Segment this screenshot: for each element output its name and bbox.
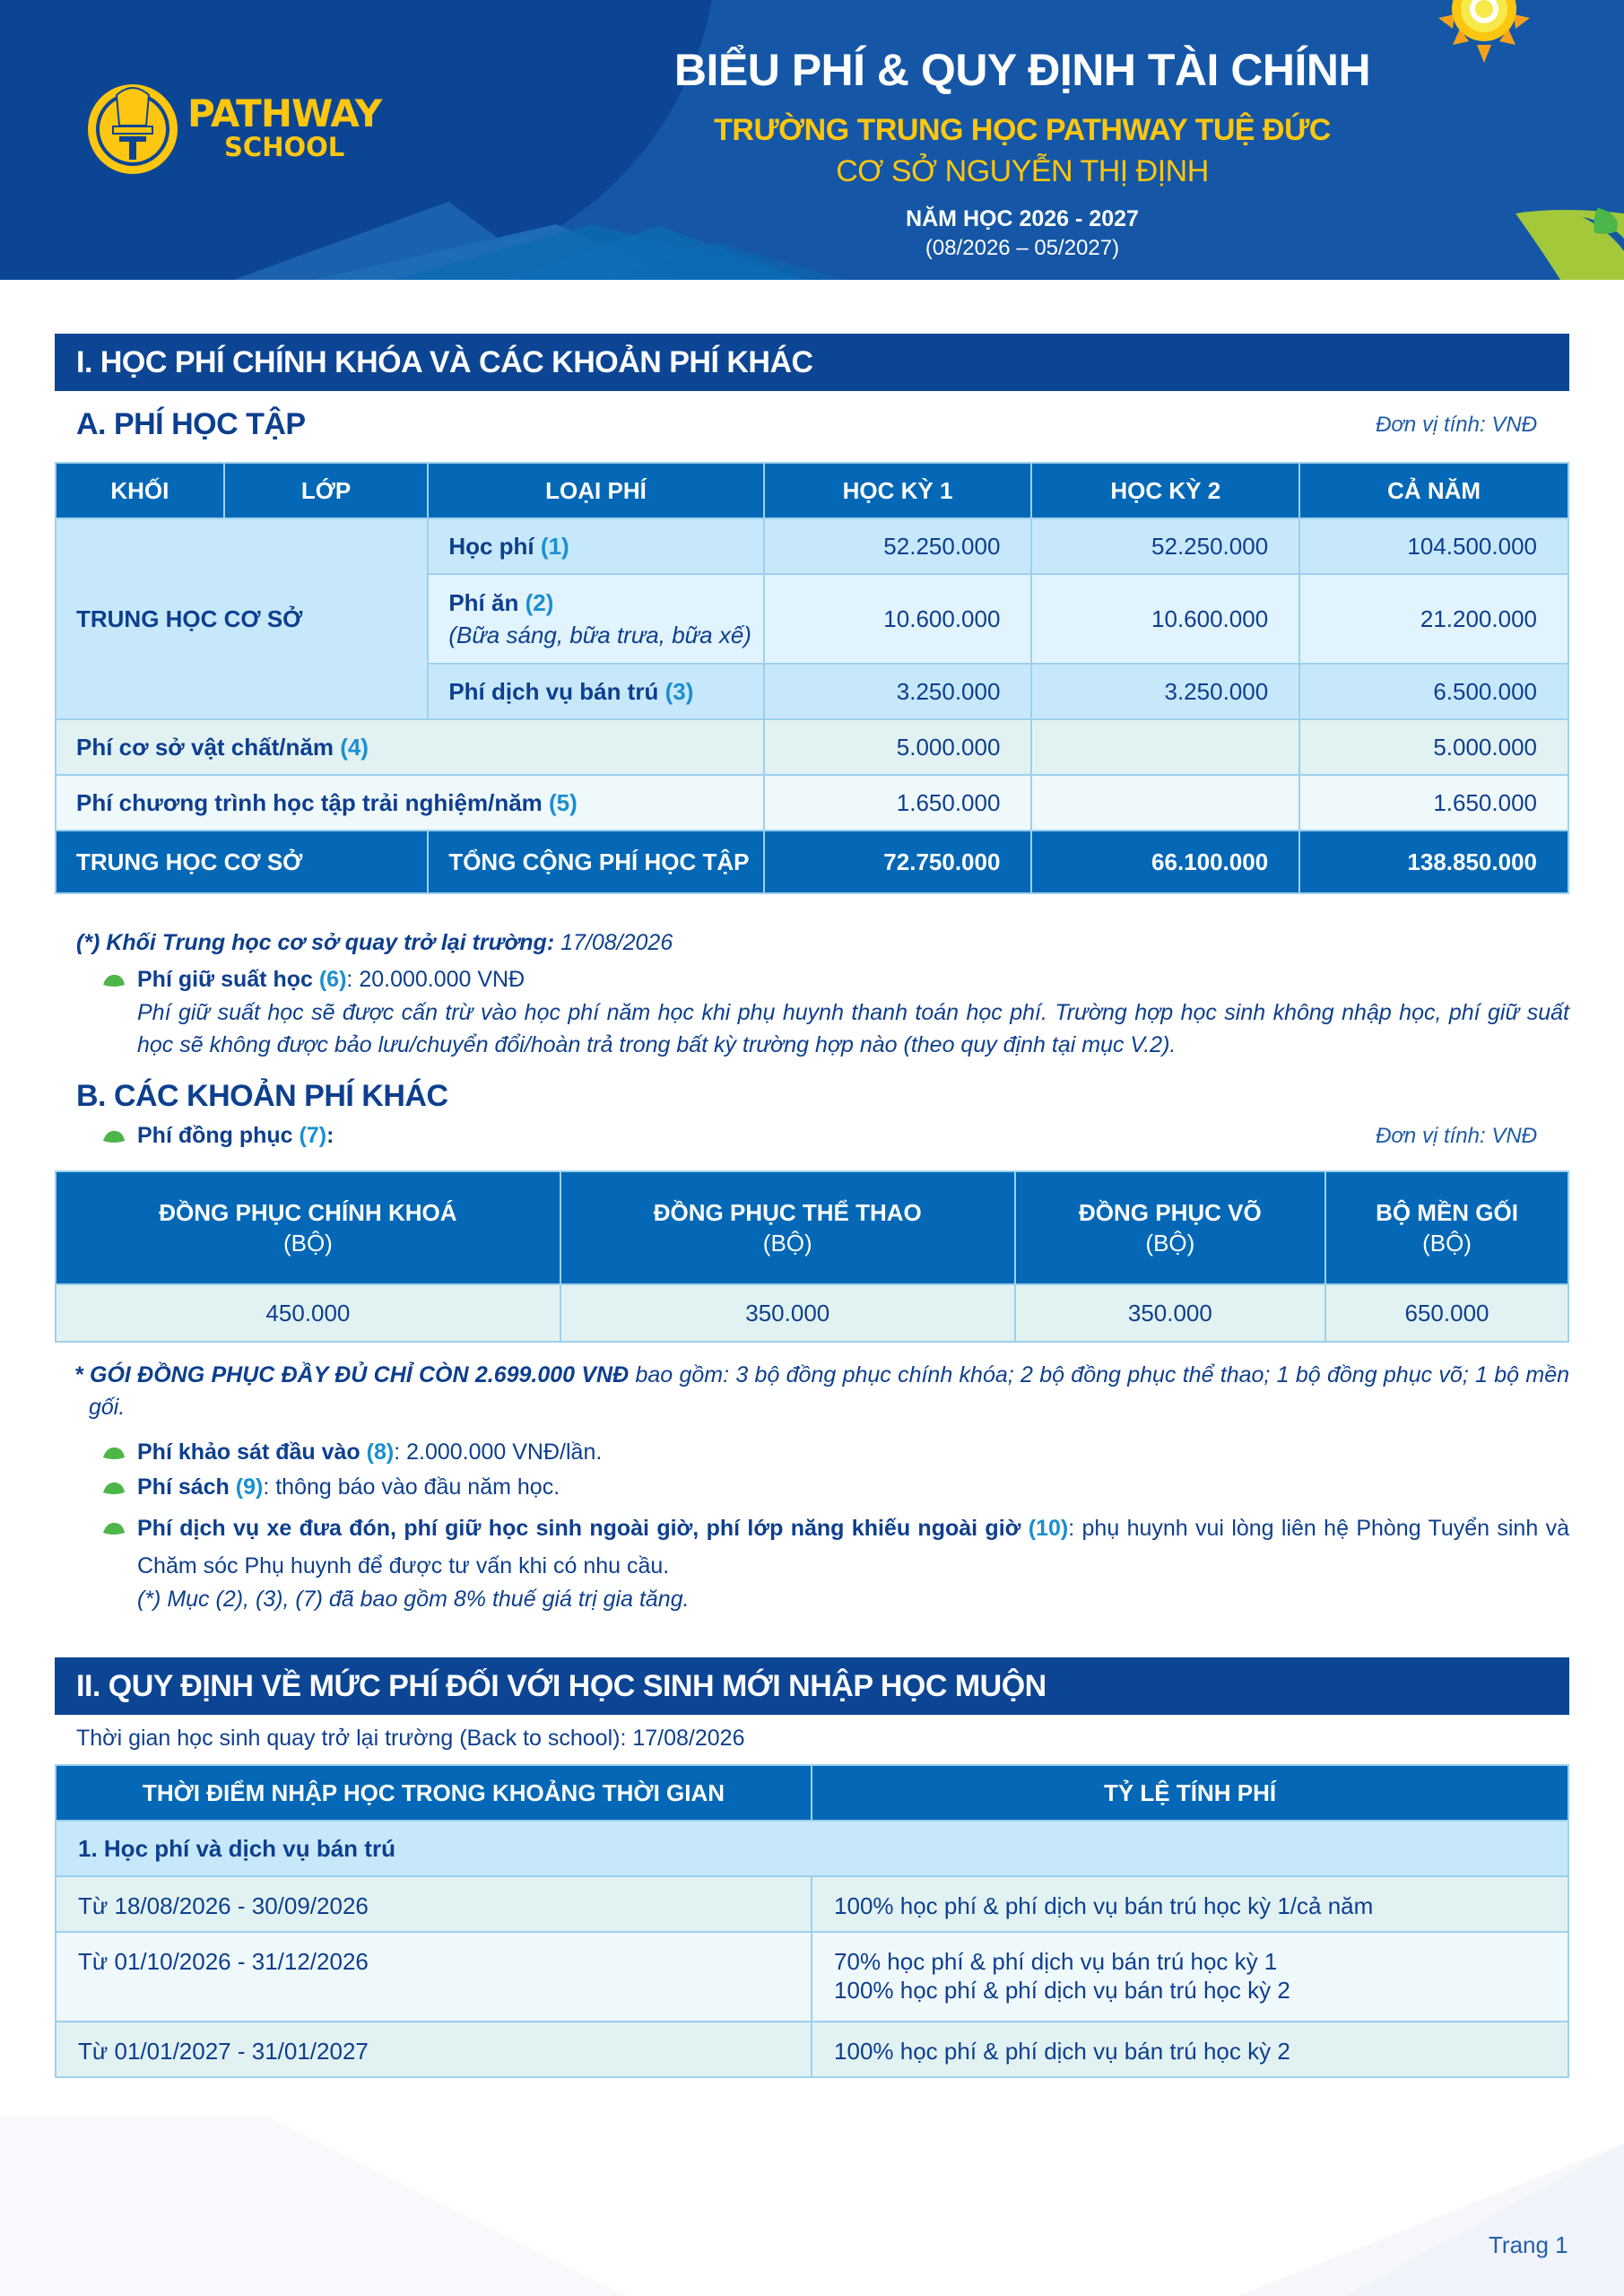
- unit-note: Đơn vị tính: VNĐ: [1376, 1123, 1537, 1148]
- total-row: [56, 831, 1568, 893]
- fee-ref: (2): [525, 589, 554, 616]
- school-name: TRƯỜNG TRUNG HỌC PATHWAY TUỆ ĐỨC: [714, 113, 1331, 147]
- fee-ref: (1): [540, 532, 569, 560]
- fee-name-cell: [428, 664, 763, 719]
- rate-line: 70% học phí & phí dịch vụ bán trú học kỳ 1: [834, 1948, 1278, 1975]
- part-b-heading: B. CÁC KHOẢN PHÍ KHÁC: [76, 1079, 448, 1113]
- fee-ref: (4): [340, 733, 369, 761]
- deposit-fee-item: [55, 967, 1569, 1061]
- uniform-price-row: [56, 1284, 1568, 1342]
- return-note-label: (*) Khối Trung học cơ sở quay trở lại trường:: [76, 930, 555, 955]
- leaf-bullet-icon: [103, 974, 125, 988]
- fee-subtext: (Bữa sáng, bữa trưa, bữa xế): [448, 622, 751, 648]
- school-logo: [85, 79, 381, 176]
- page-header: [0, 0, 1624, 280]
- table-row: [56, 775, 1568, 831]
- uniform-col-header: [1015, 1171, 1325, 1284]
- uniform-price: 350.000: [1015, 1284, 1325, 1342]
- part-a-heading-row: [55, 407, 1569, 442]
- school-year: NĂM HỌC 2026 - 2027: [906, 206, 1139, 231]
- hk1-value: 1.650.000: [764, 775, 1032, 831]
- item-ref: (8): [366, 1439, 395, 1465]
- table-row: [56, 1876, 1568, 1932]
- table-row: [56, 2022, 1568, 2077]
- item-ref: (10): [1028, 1516, 1069, 1541]
- col-header-rate: TỶ LỆ TÍNH PHÍ: [812, 1765, 1568, 1821]
- uniform-col-header: [560, 1171, 1015, 1284]
- sun-icon: [1435, 0, 1533, 63]
- table-row: [56, 518, 1568, 574]
- leaf-decoration-icon: [1515, 179, 1624, 280]
- group-label: 1. Học phí và dịch vụ bán trú: [56, 1821, 1568, 1876]
- back-to-school-note: Thời gian học sinh quay trở lại trường (Back to school): 17/08/2026: [76, 1726, 745, 1751]
- hk2-value: 3.250.000: [1031, 664, 1299, 719]
- uniform-price: 350.000: [560, 1284, 1015, 1342]
- year-range: (08/2026 – 05/2027): [925, 236, 1120, 260]
- uniform-package-note: [69, 1359, 1569, 1423]
- package-offer: * GÓI ĐỒNG PHỤC ĐẦY ĐỦ CHỈ CÒN 2.699.000 VNĐ: [74, 1362, 630, 1387]
- uniform-label: Phí đồng phục: [137, 1123, 293, 1148]
- fee-name: Học phí: [448, 532, 534, 560]
- section-2-heading: II. QUY ĐỊNH VỀ MỨC PHÍ ĐỐI VỚI HỌC SINH MỚI NHẬP HỌC MUỘN: [55, 1657, 1569, 1715]
- fee-ref: (5): [549, 788, 578, 816]
- leaf-bullet-icon: [103, 1482, 125, 1496]
- uniform-heading-row: [55, 1123, 1569, 1149]
- group-row: [56, 1821, 1568, 1876]
- hk2-value: [1031, 775, 1299, 831]
- period-cell: Từ 01/10/2026 - 31/12/2026: [56, 1932, 812, 2022]
- col-header-lop: LỚP: [224, 463, 429, 518]
- total-hk1: 72.750.000: [764, 831, 1032, 893]
- item-label: Phí sách: [137, 1474, 230, 1500]
- late-header-row: [56, 1765, 1568, 1821]
- col-header-ca-nam: CẢ NĂM: [1299, 463, 1568, 518]
- package-contents: bao gồm: 3 bộ đồng phục chính khóa; 2 bộ đồng phục thể thao; 1 bộ đồng phục võ; 1 bộ mền gối.: [89, 1362, 1570, 1420]
- late-enrollment-table: [55, 1764, 1569, 2078]
- level-cell: TRUNG HỌC CƠ SỞ: [56, 518, 428, 719]
- uniform-unit: (BỘ): [282, 1230, 333, 1257]
- leaf-bullet-icon: [103, 1447, 125, 1461]
- total-hk2: 66.100.000: [1031, 831, 1299, 893]
- year-value: 5.000.000: [1299, 719, 1568, 775]
- hk2-value: [1031, 719, 1299, 775]
- item-ref: (9): [235, 1474, 264, 1500]
- col-header-loai-phi: LOẠI PHÍ: [428, 463, 763, 518]
- fee-name: Phí cơ sở vật chất/năm: [76, 733, 334, 761]
- hk1-value: 10.600.000: [764, 574, 1032, 664]
- fee-name: Phí dịch vụ bán trú: [448, 677, 659, 705]
- fee-name: Phí ăn: [448, 589, 519, 616]
- item-text: : thông báo vào đầu năm học.: [263, 1474, 560, 1500]
- uniform-fee-item: [55, 1123, 334, 1149]
- uniform-col-header: [56, 1171, 560, 1284]
- deposit-ref: (6): [318, 967, 347, 992]
- uniform-fee-table: [55, 1170, 1569, 1343]
- hk2-value: 10.600.000: [1031, 574, 1299, 664]
- document-title: BIỂU PHÍ & QUY ĐỊNH TÀI CHÍNH: [673, 45, 1371, 95]
- leaf-bullet-icon: [103, 1130, 125, 1144]
- deposit-description: Phí giữ suất học sẽ được cấn trừ vào học phí năm học khi phụ huynh thanh toán học phí. Trường hợp học sinh không nhập học, phí giữ suất học sẽ không được bảo lưu/chuyển đổi/hoàn trả trong bất kỳ trường hợp nào (theo quy định tại mục V.2).: [137, 1000, 1569, 1057]
- uniform-unit: (BỘ): [1422, 1230, 1472, 1257]
- leaf-bullet-icon: [103, 1522, 125, 1536]
- year-value: 6.500.000: [1299, 664, 1568, 719]
- fee-name-cell: [428, 574, 763, 664]
- footer-decoration: [0, 2117, 1624, 2296]
- return-note-date: 17/08/2026: [554, 930, 673, 955]
- pathway-emblem-icon: [85, 79, 180, 176]
- fee-name-cell: [56, 719, 764, 775]
- total-level: TRUNG HỌC CƠ SỞ: [56, 831, 428, 893]
- year-value: 1.650.000: [1299, 775, 1568, 831]
- unit-note: Đơn vị tính: VNĐ: [1376, 412, 1537, 437]
- fee-ref: (3): [664, 677, 694, 705]
- col-header-hk1: HỌC KỲ 1: [764, 463, 1032, 518]
- logo-school-text: SCHOOL: [224, 131, 345, 162]
- item-text: : 2.000.000 VNĐ/lần.: [394, 1439, 603, 1465]
- logo-pathway-text: PATHWAY: [187, 91, 382, 135]
- item-text: : phụ huynh vui lòng liên hệ Phòng Tuyển sinh và Chăm sóc Phụ huynh để được tư vấn khi có nhu cầu.: [137, 1516, 1569, 1578]
- uniform-name: ĐỒNG PHỤC VÕ: [1079, 1199, 1262, 1226]
- deposit-value: : 20.000.000 VNĐ: [346, 967, 525, 992]
- rate-cell: 100% học phí & phí dịch vụ bán trú học kỳ 2: [812, 2022, 1568, 2077]
- part-a-heading: A. PHÍ HỌC TẬP: [76, 407, 306, 441]
- uniform-colon: :: [326, 1123, 334, 1148]
- rate-line: 100% học phí & phí dịch vụ bán trú học kỳ 2: [834, 1977, 1290, 2004]
- uniform-header-row: [56, 1171, 1568, 1284]
- return-date-note: [55, 930, 1569, 956]
- fee-name-cell: [56, 775, 764, 831]
- rate-cell: 100% học phí & phí dịch vụ bán trú học kỳ 1/cả năm: [812, 1876, 1568, 1932]
- table-row: [56, 719, 1568, 775]
- hk2-value: 52.250.000: [1031, 518, 1299, 574]
- col-header-khoi: KHỐI: [56, 463, 224, 518]
- tuition-fee-table: [55, 462, 1569, 894]
- uniform-ref: (7): [299, 1123, 327, 1148]
- col-header-hk2: HỌC KỲ 2: [1031, 463, 1299, 518]
- uniform-name: ĐỒNG PHỤC CHÍNH KHOÁ: [159, 1199, 457, 1226]
- uniform-unit: (BỘ): [762, 1230, 812, 1257]
- rate-cell: [812, 1932, 1568, 2022]
- total-year: 138.850.000: [1299, 831, 1568, 893]
- campus-name: CƠ SỞ NGUYỄN THỊ ĐỊNH: [836, 154, 1209, 188]
- uniform-price: 650.000: [1325, 1284, 1568, 1342]
- table-header-row: [56, 463, 1568, 518]
- entrance-fee-item: [55, 1439, 1569, 1465]
- logo-wordmark: [187, 91, 382, 162]
- period-cell: Từ 18/08/2026 - 30/09/2026: [56, 1876, 812, 1932]
- vat-note: (*) Mục (2), (3), (7) đã bao gồm 8% thuế giá trị gia tăng.: [137, 1587, 690, 1612]
- period-cell: Từ 01/01/2027 - 31/01/2027: [56, 2022, 812, 2077]
- fee-name: Phí chương trình học tập trải nghiệm/năm: [76, 788, 550, 816]
- header-titles: [610, 41, 1435, 262]
- fee-name-cell: [428, 518, 763, 574]
- year-value: 21.200.000: [1299, 574, 1568, 664]
- service-fee-item: [55, 1509, 1569, 1585]
- uniform-name: ĐỒNG PHỤC THỂ THAO: [653, 1199, 922, 1226]
- deposit-label: Phí giữ suất học: [137, 967, 313, 992]
- item-label: Phí dịch vụ xe đưa đón, phí giữ học sinh ngoài giờ, phí lớp năng khiếu ngoài giờ: [137, 1516, 1021, 1541]
- uniform-price: 450.000: [56, 1284, 560, 1342]
- main-content: [55, 334, 1569, 2078]
- hk1-value: 52.250.000: [764, 518, 1032, 574]
- book-fee-item: [55, 1474, 1569, 1500]
- uniform-unit: (BỘ): [1145, 1230, 1195, 1257]
- uniform-name: BỘ MỀN GỐI: [1376, 1199, 1518, 1226]
- col-header-period: THỜI ĐIỂM NHẬP HỌC TRONG KHOẢNG THỜI GIAN: [56, 1765, 812, 1821]
- hk1-value: 3.250.000: [764, 664, 1032, 719]
- section-1-heading: I. HỌC PHÍ CHÍNH KHÓA VÀ CÁC KHOẢN PHÍ KHÁC: [55, 334, 1569, 391]
- total-label: TỔNG CỘNG PHÍ HỌC TẬP: [428, 831, 763, 893]
- page-number: Trang 1: [1489, 2231, 1568, 2258]
- year-value: 104.500.000: [1299, 518, 1568, 574]
- item-label: Phí khảo sát đầu vào: [137, 1439, 360, 1465]
- hk1-value: 5.000.000: [764, 719, 1032, 775]
- table-row: [56, 1932, 1568, 2022]
- uniform-col-header: [1325, 1171, 1568, 1284]
